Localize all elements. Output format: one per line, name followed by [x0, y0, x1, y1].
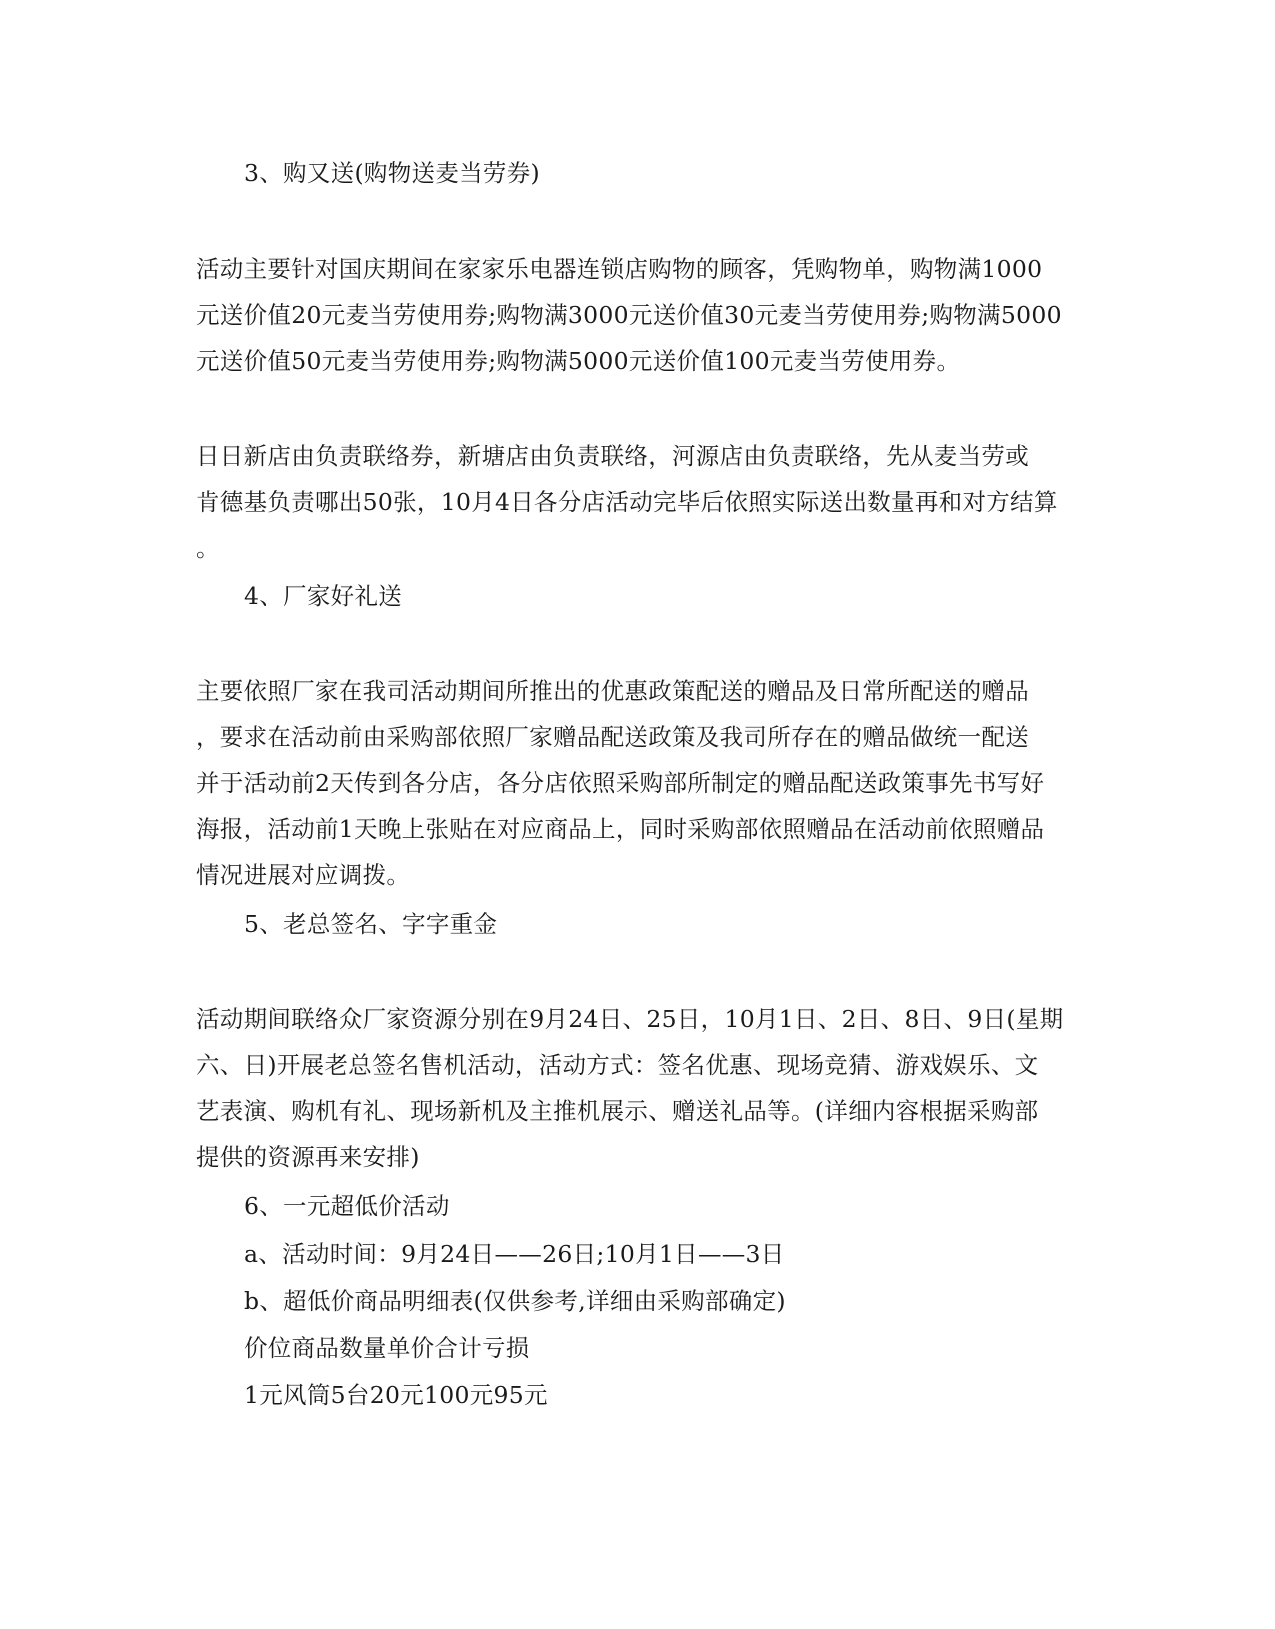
list-item: b、超低价商品明细表(仅供参考,详细由采购部确定)	[244, 1287, 786, 1315]
section-heading-4: 4、厂家好礼送	[244, 582, 403, 610]
paragraph-line: 艺表演、购机有礼、现场新机及主推机展示、赠送礼品等。(详细内容根据采购部	[196, 1097, 1039, 1125]
table-header-line: 价位商品数量单价合计亏损	[244, 1334, 530, 1362]
table-row-line: 1元风筒5台20元100元95元	[244, 1381, 548, 1409]
paragraph-line: ，要求在活动前由采购部依照厂家赠品配送政策及我司所存在的赠品做统一配送	[196, 723, 1029, 751]
paragraph-line: 。	[196, 534, 220, 562]
paragraph-line: 情况进展对应调拨。	[196, 861, 411, 889]
section-heading-6: 6、一元超低价活动	[244, 1192, 450, 1220]
paragraph-line: 元送价值50元麦当劳使用券;购物满5000元送价值100元麦当劳使用券。	[196, 347, 961, 375]
paragraph-line: 海报，活动前1天晚上张贴在对应商品上，同时采购部依照赠品在活动前依照赠品	[196, 815, 1045, 843]
paragraph-line: 活动主要针对国庆期间在家家乐电器连锁店购物的顾客，凭购物单，购物满1000	[196, 255, 1043, 283]
paragraph-line: 日日新店由负责联络券，新塘店由负责联络，河源店由负责联络，先从麦当劳或	[196, 442, 1029, 470]
section-heading-5: 5、老总签名、字字重金	[244, 910, 498, 938]
paragraph-line: 元送价值20元麦当劳使用券;购物满3000元送价值30元麦当劳使用券;购物满5000	[196, 301, 1062, 329]
paragraph-line: 活动期间联络众厂家资源分别在9月24日、25日，10月1日、2日、8日、9日(星期	[196, 1005, 1064, 1033]
paragraph-line: 并于活动前2天传到各分店，各分店依照采购部所制定的赠品配送政策事先书写好	[196, 769, 1045, 797]
paragraph-line: 提供的资源再来安排)	[196, 1143, 420, 1171]
section-heading-3: 3、购又送(购物送麦当劳券)	[244, 159, 540, 187]
paragraph-line: 六、日)开展老总签名售机活动，活动方式：签名优惠、现场竞猜、游戏娱乐、文	[196, 1051, 1039, 1079]
paragraph-line: 主要依照厂家在我司活动期间所推出的优惠政策配送的赠品及日常所配送的赠品	[196, 677, 1029, 705]
list-item: a、活动时间：9月24日——26日;10月1日——3日	[244, 1240, 785, 1268]
paragraph-line: 肯德基负责哪出50张，10月4日各分店活动完毕后依照实际送出数量再和对方结算	[196, 488, 1058, 516]
